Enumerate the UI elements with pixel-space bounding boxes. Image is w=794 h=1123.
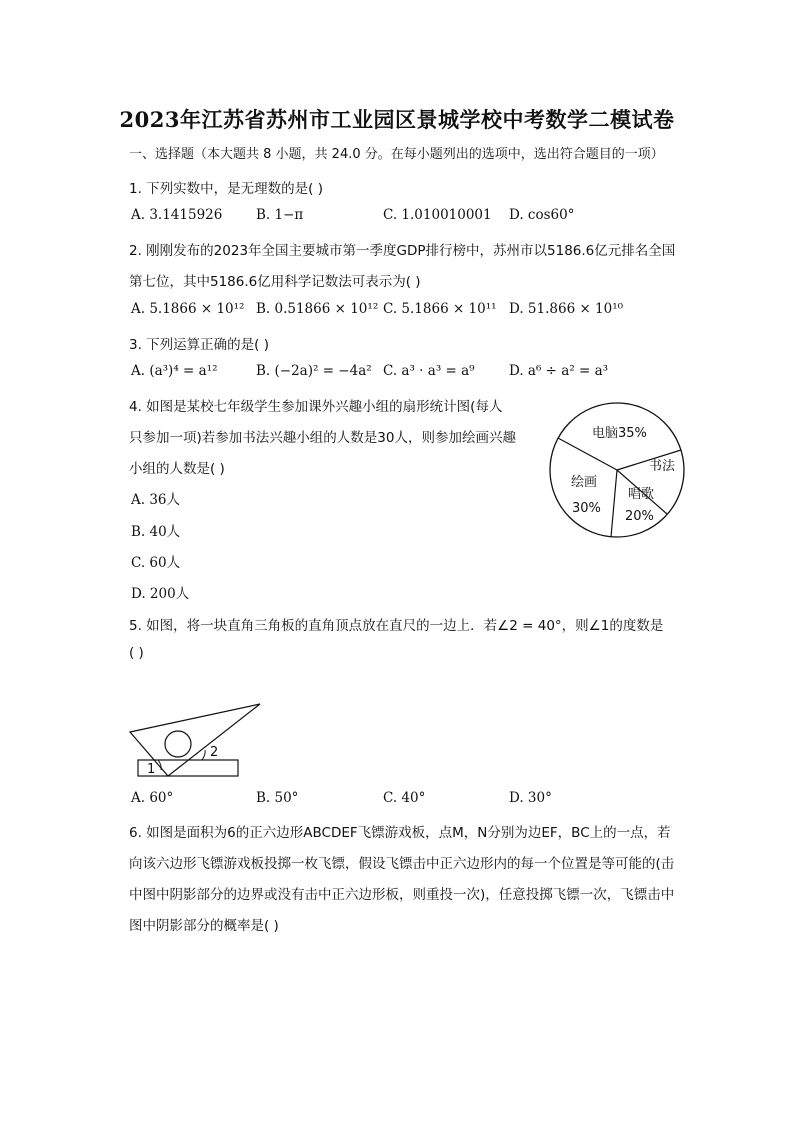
exam-title: 2023年江苏省苏州市工业园区景城学校中考数学二模试卷 [119,107,675,132]
q5-triangle-ruler-figure [128,700,268,780]
pie-label-singing: 唱歌 [628,487,655,502]
q1-option-c: C. 1.010010001 [383,207,492,223]
q5-option-c: C. 40° [383,790,426,806]
question-6-line-1: 6. 如图是面积为6的正六边形ABCDEF飞镖游戏板，点M，N分别为边EF，BC上的一点，若 [129,825,671,841]
question-6-line-2: 向该六边形飞镖游戏板投掷一枚飞镖，假设飞镖击中正六边形内的每一个位置是等可能的(击 [129,856,675,872]
question-3-stem: 3. 下列运算正确的是( ) [129,337,269,353]
q2-option-c: C. 5.1866 × 10¹¹ [383,301,497,317]
q2-option-b: B. 0.51866 × 10¹² [256,301,379,317]
angle-label-1: 1 [147,762,156,777]
q4-option-a: A. 36人 [131,492,181,508]
question-1-stem: 1. 下列实数中，是无理数的是( ) [129,181,323,197]
question-4-line-3: 小组的人数是( ) [129,461,225,477]
pie-divider [611,470,617,537]
q3-option-a: A. (a³)⁴ = a¹² [131,363,218,379]
q5-option-b: B. 50° [256,790,299,806]
q3-option-d: D. a⁶ ÷ a² = a³ [509,363,609,379]
angle-2-arc [202,750,205,760]
q5-option-a: A. 60° [131,790,174,806]
q2-option-a: A. 5.1866 × 10¹² [131,301,245,317]
q3-option-c: C. a³ · a³ = a⁹ [383,363,475,379]
question-6-line-3: 中图中阴影部分的边界或没有击中正六边形板，则重投一次)，任意投掷飞镖一次，飞镖击中 [129,887,675,903]
angle-label-2: 2 [210,745,219,760]
section-heading: 一、选择题（本大题共 8 小题，共 24.0 分。在每小题列出的选项中，选出符合题目的一项） [129,147,664,162]
q1-option-a: A. 3.1415926 [131,207,223,223]
q4-option-c: C. 60人 [131,555,181,571]
q1-option-d: D. cos60° [509,207,575,223]
question-2-line-2: 第七位，其中5186.6亿用科学记数法可表示为( ) [129,274,421,290]
pie-label-painting: 绘画 [571,475,598,490]
pie-label-calligraphy: 书法 [649,459,676,474]
question-4-line-1: 4. 如图是某校七年级学生参加课外兴趣小组的扇形统计图(每人 [129,399,503,415]
q5-option-d: D. 30° [509,790,552,806]
pie-pct-singing: 20% [625,509,654,524]
question-5-line-1: 5. 如图，将一块直角三角板的直角顶点放在直尺的一边上．若∠2 = 40°，则∠1的度数是 [129,618,664,634]
q4-option-d: D. 200人 [131,586,190,602]
q4-pie-figure [545,398,690,543]
pie-label-computer: 电脑35% [592,426,647,441]
pie-divider [558,438,617,470]
question-4-line-2: 只参加一项)若参加书法兴趣小组的人数是30人，则参加绘画兴趣 [129,430,516,446]
triangle-hole [165,731,191,757]
q3-option-b: B. (−2a)² = −4a² [256,363,372,379]
pie-pct-painting: 30% [572,501,601,516]
q4-option-b: B. 40人 [131,524,181,540]
question-5-line-2: ( ) [129,645,144,661]
question-6-line-4: 图中阴影部分的概率是( ) [129,918,279,934]
question-2-line-1: 2. 刚刚发布的2023年全国主要城市第一季度GDP排行榜中，苏州市以5186.6亿元排名全国 [129,243,676,259]
q1-option-b: B. 1−π [256,207,304,223]
q2-option-d: D. 51.866 × 10¹⁰ [509,301,624,317]
